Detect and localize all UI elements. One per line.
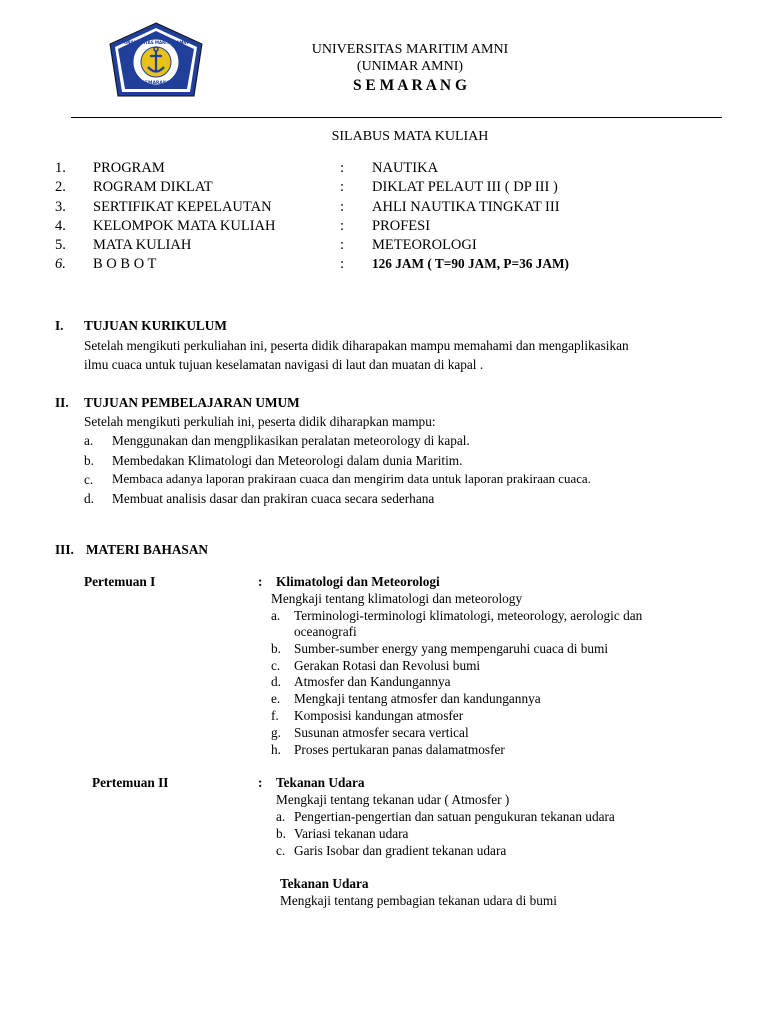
list-letter: a. [271,608,281,623]
info-value: METEOROLOGI [372,237,477,253]
section-number: I. [55,318,64,333]
university-abbr: (UNIMAR AMNI) [356,59,464,74]
meeting-colon: : [258,775,263,790]
info-label: B O B O T [93,256,157,272]
info-label: ROGRAM DIKLAT [93,179,213,195]
university-name: UNIVERSITAS MARITIM AMNI [311,42,509,57]
section-intro: Setelah mengikuti perkuliah ini, peserta didik diharapkan mampu: [84,414,436,429]
meeting-topic: Tekanan Udara [276,775,365,790]
info-value: AHLI NAUTIKA TINGKAT III [372,199,560,215]
info-label: PROGRAM [93,160,165,176]
list-item: Variasi tekanan udara [294,826,409,841]
info-label: MATA KULIAH [93,237,192,253]
info-colon: : [340,237,345,253]
info-num: 2. [55,179,66,195]
list-item: Menggunakan dan mengplikasikan peralatan meteorology di kapal. [112,433,470,448]
meeting-desc: Mengkaji tentang tekanan udar ( Atmosfer ) [276,792,510,807]
meeting-label: Pertemuan I [84,574,156,589]
section-number: II. [55,395,69,410]
info-label: KELOMPOK MATA KULIAH [93,218,276,234]
list-item: Garis Isobar dan gradient tekanan udara [294,843,507,858]
list-item: Membaca adanya laporan prakiraan cuaca dan mengirim data untuk laporan prakiraan cuaca. [112,472,591,486]
list-item: Membedakan Klimatologi dan Meteorologi dalam dunia Maritim. [112,453,463,468]
list-letter: c. [271,658,281,673]
info-num: 4. [55,218,66,234]
list-item: Pengertian-pengertian dan satuan pengukuran tekanan udara [294,809,615,824]
doc-title: SILABUS MATA KULIAH [331,129,489,144]
info-colon: : [340,256,345,272]
list-letter: b. [271,641,281,656]
info-colon: : [340,179,345,195]
info-label: SERTIFIKAT KEPELAUTAN [93,199,272,215]
header-divider [71,117,722,118]
info-colon: : [340,199,345,215]
meeting-extra-desc: Mengkaji tentang pembagian tekanan udara di bumi [280,893,557,908]
list-item: Susunan atmosfer secara vertical [294,725,469,740]
list-item: Sumber-sumber energy yang mempengaruhi cuaca di bumi [294,641,609,656]
meeting-colon: : [258,574,263,589]
section-number: III. [55,542,74,557]
section-title: MATERI BAHASAN [86,542,209,557]
list-letter: a. [84,433,94,448]
meeting-extra-topic: Tekanan Udara [280,876,369,891]
list-letter: b. [84,453,94,468]
info-num: 6. [55,256,66,272]
list-item-continued: oceanografi [294,624,357,639]
list-letter: c. [276,843,286,858]
meeting-desc: Mengkaji tentang klimatologi dan meteorology [271,591,523,606]
info-colon: : [340,218,345,234]
city-name: S E M A R A N G [352,77,468,94]
university-logo [108,22,204,98]
list-item: Komposisi kandungan atmosfer [294,708,464,723]
list-letter: g. [271,725,281,740]
info-num: 5. [55,237,66,253]
list-letter: f. [271,708,279,723]
info-num: 1. [55,160,66,176]
section-text: ilmu cuaca untuk tujuan keselamatan navigasi di laut dan muatan di kapal . [84,357,484,372]
info-value: DIKLAT PELAUT III ( DP III ) [372,179,558,195]
info-num: 3. [55,199,66,215]
info-value: NAUTIKA [372,160,439,176]
meeting-topic: Klimatologi dan Meteorologi [276,574,440,589]
section-text: Setelah mengikuti perkuliahan ini, peserta didik diharapakan mampu memahami dan mengaplikasikan [84,338,629,353]
list-letter: h. [271,742,281,757]
list-letter: b. [276,826,286,841]
list-letter: a. [276,809,286,824]
list-item: Terminologi-terminologi klimatologi, meteorology, aerologic dan [294,608,643,623]
section-title: TUJUAN PEMBELAJARAN UMUM [84,395,300,410]
list-letter: e. [271,691,281,706]
list-letter: d. [84,491,94,506]
logo-text-bottom: SEMARANG [141,81,171,86]
info-value: 126 JAM ( T=90 JAM, P=36 JAM) [372,256,569,271]
list-item: Mengkaji tentang atmosfer dan kandungannya [294,691,541,706]
info-value: PROFESI [372,218,431,234]
list-item: Atmosfer dan Kandungannya [294,674,451,689]
meeting-label: Pertemuan II [92,775,169,790]
list-item: Gerakan Rotasi dan Revolusi bumi [294,658,481,673]
section-title: TUJUAN KURIKULUM [84,318,227,333]
list-letter: c. [84,472,94,487]
info-colon: : [340,160,345,176]
logo-text-top: UNIVERSITAS MARITIM AMNI [123,40,189,45]
list-item: Membuat analisis dasar dan prakiran cuaca secara sederhana [112,491,435,506]
list-letter: d. [271,674,281,689]
list-item: Proses pertukaran panas dalamatmosfer [294,742,505,757]
